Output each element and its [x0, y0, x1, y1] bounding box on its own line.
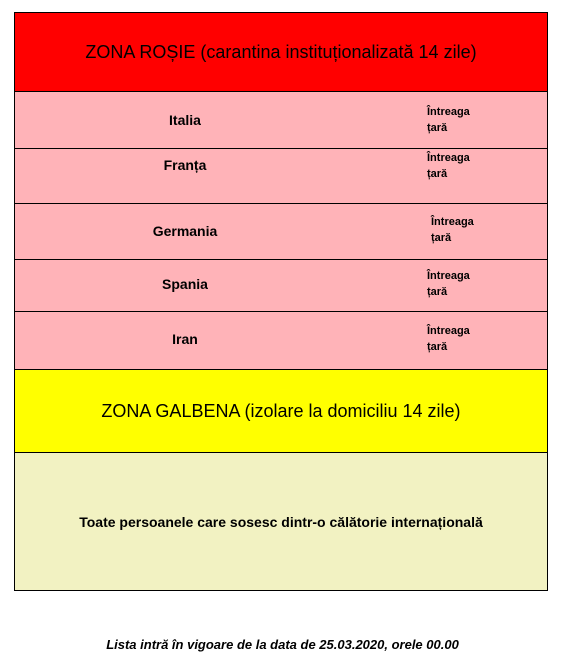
scope-line-2: țară	[427, 341, 448, 353]
scope-text	[427, 268, 497, 300]
scope-line-1: Întreaga	[427, 325, 470, 337]
yellow-zone-body	[14, 453, 548, 591]
country-name: Iran	[172, 331, 198, 347]
footer-note: Lista intră în vigoare de la data de 25.03.2020, orele 00.00	[106, 637, 459, 652]
country-name: Germania	[152, 223, 218, 239]
scope-line-2: țară	[427, 286, 448, 298]
scope-line-2: țară	[427, 122, 448, 134]
table-row	[14, 149, 548, 204]
table-row	[14, 204, 548, 260]
country-name: Italia	[169, 112, 201, 128]
scope-text	[431, 214, 501, 246]
scope-line-1: Întreaga	[427, 270, 470, 282]
yellow-zone-header	[14, 370, 548, 453]
red-zone-header	[14, 12, 548, 92]
table-row	[14, 312, 548, 370]
scope-line-1: Întreaga	[427, 152, 470, 164]
scope-line-2: țară	[427, 168, 448, 180]
scope-text	[427, 104, 497, 136]
country-name: Spania	[162, 276, 208, 292]
scope-text	[427, 150, 497, 182]
table-row	[14, 92, 548, 149]
yellow-zone-title: ZONA GALBENA (izolare la domiciliu 14 zile)	[101, 400, 461, 421]
scope-line-1: Întreaga	[431, 216, 474, 228]
yellow-zone-description: Toate persoanele care sosesc dintr-o călătorie internațională	[79, 513, 483, 530]
scope-line-1: Întreaga	[427, 106, 470, 118]
country-name: Franța	[163, 157, 207, 173]
red-zone-title: ZONA ROȘIE (carantina instituționalizată 14 zile)	[85, 41, 477, 62]
scope-text	[427, 323, 497, 355]
scope-line-2: țară	[431, 232, 452, 244]
table-row	[14, 260, 548, 312]
